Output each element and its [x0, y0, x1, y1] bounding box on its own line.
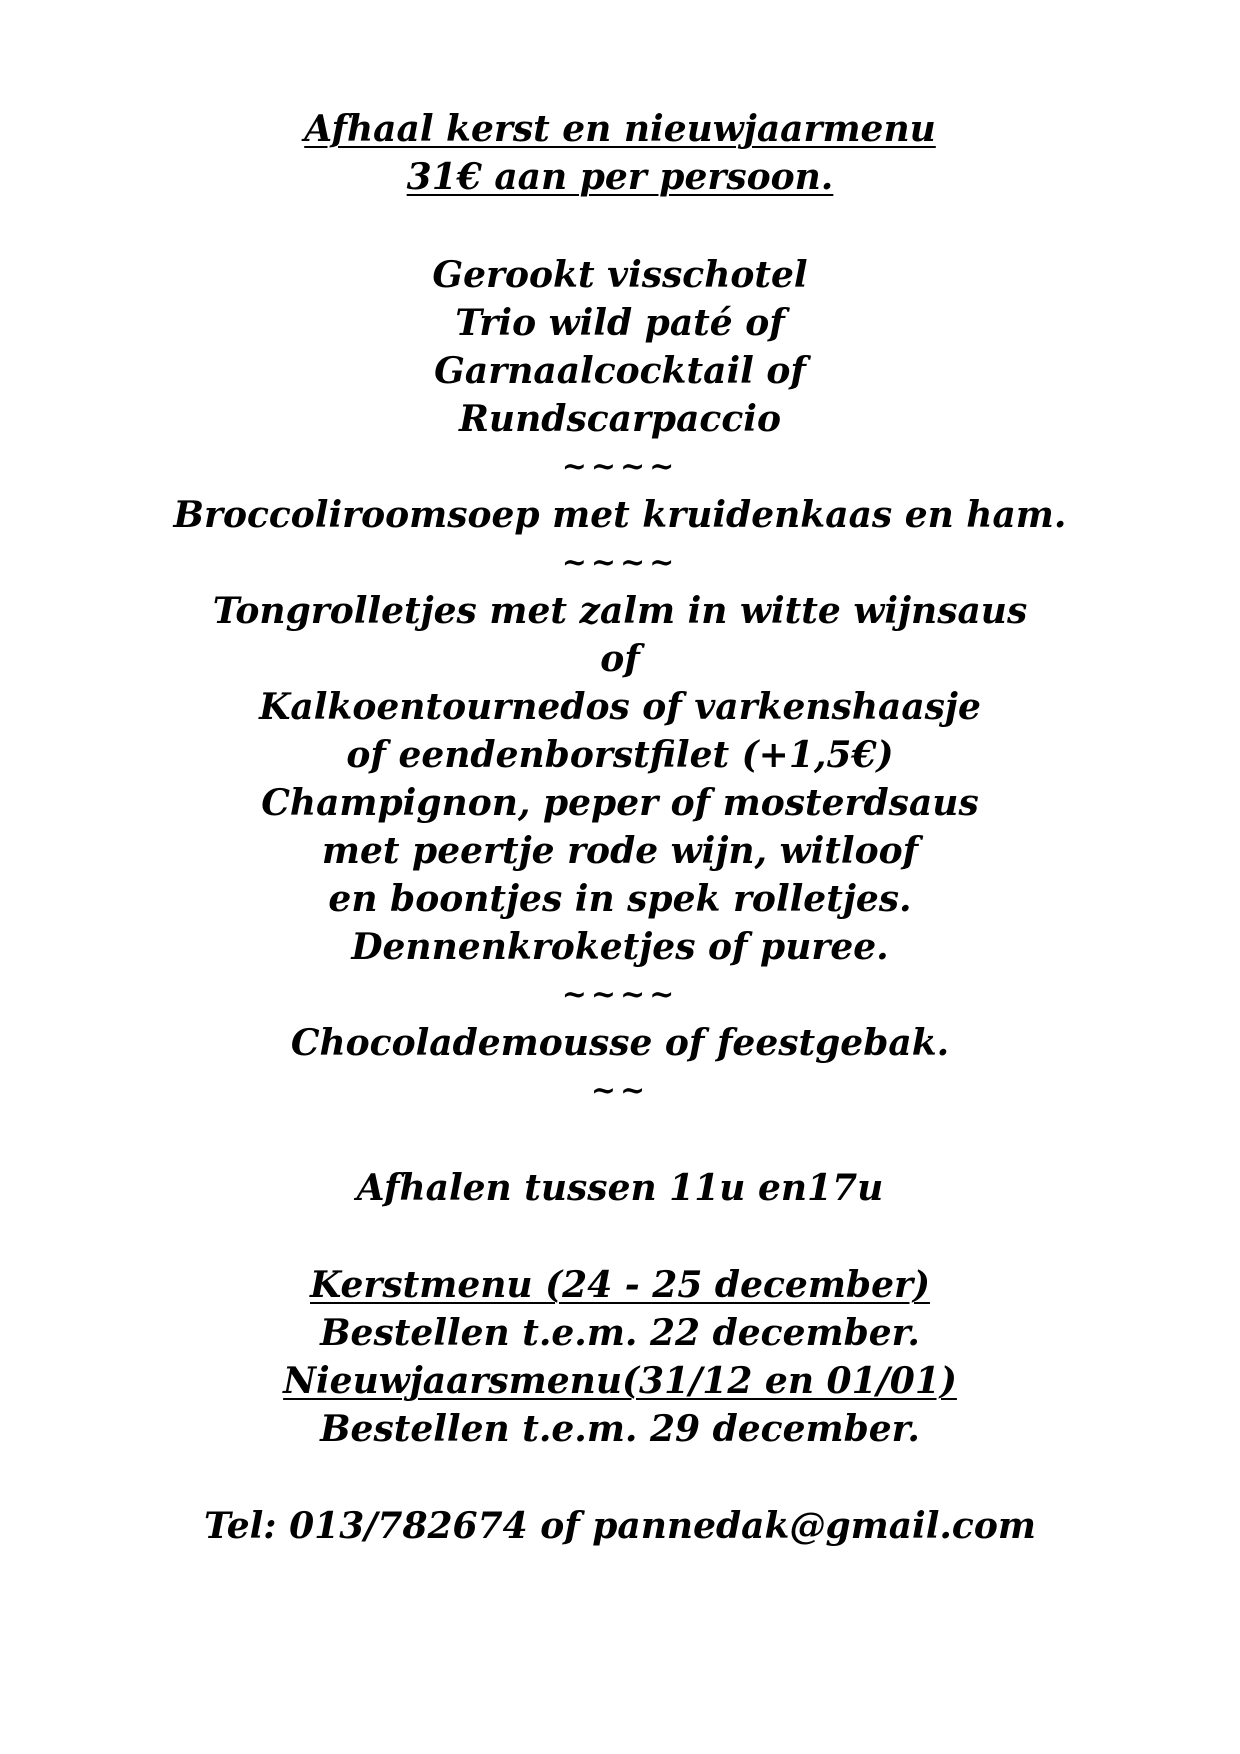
main-item: Dennenkroketjes of puree.	[351, 926, 889, 968]
main-item: Champignon, peper of mosterdsaus	[261, 782, 979, 824]
main-item: of	[600, 638, 640, 680]
menu-price: 31€ aan per persoon.	[406, 156, 834, 198]
soup-item: Broccoliroomsoep met kruidenkaas en ham.	[173, 494, 1067, 536]
course-separator: ~~~~	[561, 545, 679, 580]
pickup-times: Afhalen tussen 11u en17u	[356, 1167, 884, 1209]
course-separator: ~~~~	[561, 977, 679, 1012]
starter-item: Garnaalcocktail of	[434, 350, 806, 392]
main-item: Tongrolletjes met zalm in witte wijnsaus	[212, 590, 1028, 632]
starter-item: Rundscarpaccio	[459, 398, 781, 440]
main-item: of eendenborstfilet (+1,5€)	[346, 734, 894, 776]
christmas-order-deadline: Bestellen t.e.m. 22 december.	[320, 1312, 920, 1354]
main-item: en boontjes in spek rolletjes.	[328, 878, 912, 920]
newyear-heading: Nieuwjaarsmenu(31/12 en 01/01)	[283, 1360, 957, 1402]
main-item: Kalkoentournedos of varkenshaasje	[259, 686, 981, 728]
menu-title: Afhaal kerst en nieuwjaarmenu	[304, 108, 936, 150]
starter-item: Trio wild paté of	[455, 302, 785, 344]
contact-info: Tel: 013/782674 of pannedak@gmail.com	[204, 1505, 1036, 1547]
end-separator: ~~	[590, 1073, 650, 1108]
dessert-item: Chocolademousse of feestgebak.	[290, 1022, 950, 1064]
newyear-order-deadline: Bestellen t.e.m. 29 december.	[320, 1408, 920, 1450]
christmas-heading: Kerstmenu (24 - 25 december)	[310, 1264, 930, 1306]
main-item: met peertje rode wijn, witloof	[321, 830, 919, 872]
course-separator: ~~~~	[561, 449, 679, 484]
starter-item: Gerookt visschotel	[432, 254, 808, 296]
